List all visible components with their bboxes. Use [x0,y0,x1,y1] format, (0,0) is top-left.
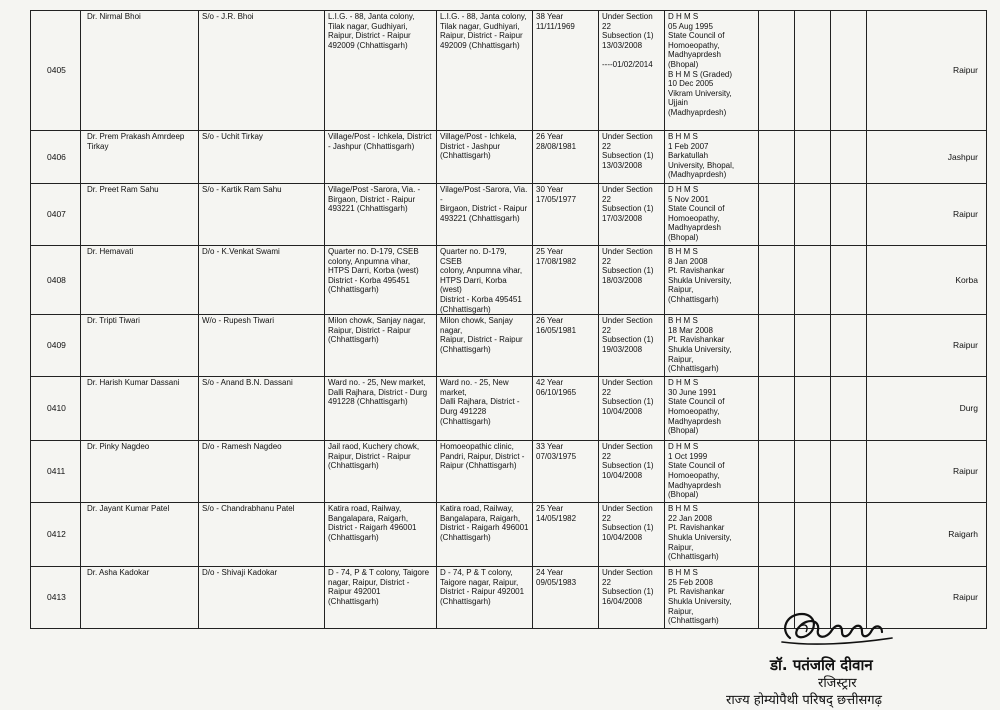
blank-cell [795,246,831,315]
permanent-address: Village/Post - Ichkela, District - Jashpur (Chhattisgarh) [325,131,437,184]
age-dob: 26 Year 16/05/1981 [533,315,599,377]
permanent-address: Vilage/Post -Sarora, Via. - Birgaon, District - Raipur 493221 (Chhattisgarh) [325,184,437,246]
registration-number: 0413 [31,567,81,629]
signatory-organization: राज्य होम्योपैथी परिषद् छत्तीसगढ़ [726,693,882,708]
blank-cell [759,184,795,246]
practice-address: Quarter no. D-179, CSEB colony, Anpumna vihar, HTPS Darri, Korba (west) District - Korba 495451 (Chhattisgarh) [437,246,533,315]
signatory-name: डॉ. पतंजलि दीवान [770,656,873,674]
relation-name: D/o - Shivaji Kadokar [199,567,325,629]
registration-section: Under Section 22 Subsection (1) 13/03/2008 [599,131,665,184]
registration-section: Under Section 22 Subsection (1) 17/03/2008 [599,184,665,246]
registration-number: 0405 [31,11,81,131]
blank-cell [759,315,795,377]
district: Jashpur [867,131,987,184]
permanent-address: Katira road, Railway, Bangalapara, Raigarh, District - Raigarh 496001 (Chhattisgarh) [325,503,437,567]
qualification: B H M S 18 Mar 2008 Pt. Ravishankar Shukla University, Raipur, (Chhattisgarh) [665,315,759,377]
blank-cell [759,441,795,503]
qualification: B H M S 8 Jan 2008 Pt. Ravishankar Shukla University, Raipur, (Chhattisgarh) [665,246,759,315]
practice-address: Homoeopathic clinic, Pandri, Raipur, District - Raipur (Chhattisgarh) [437,441,533,503]
qualification: D H M S 05 Aug 1995 State Council of Homoeopathy, Madhyaprdesh (Bhopal) B H M S (Graded) 10 Dec 2005 Vikram University, Ujjain (Madhyaprdesh) [665,11,759,131]
practitioner-name: Dr. Nirmal Bhoi [81,11,199,131]
registration-number: 0412 [31,503,81,567]
permanent-address: Jail raod, Kuchery chowk, Raipur, District - Raipur (Chhattisgarh) [325,441,437,503]
table-row [31,184,987,246]
registration-number: 0410 [31,377,81,441]
relation-name: S/o - Chandrabhanu Patel [199,503,325,567]
permanent-address: Ward no. - 25, New market, Dalli Rajhara, District - Durg 491228 (Chhattisgarh) [325,377,437,441]
practice-address: Katira road, Railway, Bangalapara, Raigarh, District - Raigarh 496001 (Chhattisgarh) [437,503,533,567]
age-dob: 30 Year 17/05/1977 [533,184,599,246]
age-dob: 33 Year 07/03/1975 [533,441,599,503]
table-row [31,503,987,567]
blank-cell [795,131,831,184]
blank-cell [795,11,831,131]
blank-cell [795,184,831,246]
district: Raipur [867,315,987,377]
registration-section: Under Section 22 Subsection (1) 16/04/2008 [599,567,665,629]
registration-number: 0408 [31,246,81,315]
district: Korba [867,246,987,315]
relation-name: W/o - Rupesh Tiwari [199,315,325,377]
signature-image [772,600,902,660]
relation-name: D/o - Ramesh Nagdeo [199,441,325,503]
registration-section: Under Section 22 Subsection (1) 10/04/2008 [599,377,665,441]
practitioner-name: Dr. Asha Kadokar [81,567,199,629]
district: Raigarh [867,503,987,567]
district: Raipur [867,11,987,131]
blank-cell [795,441,831,503]
registration-number: 0411 [31,441,81,503]
blank-cell [831,315,867,377]
practitioner-name: Dr. Pinky Nagdeo [81,441,199,503]
practitioner-name: Dr. Harish Kumar Dassani [81,377,199,441]
relation-name: S/o - Anand B.N. Dassani [199,377,325,441]
relation-name: S/o - Kartik Ram Sahu [199,184,325,246]
practitioner-name: Dr. Prem Prakash Amrdeep Tirkay [81,131,199,184]
table-row [31,315,987,377]
practitioner-name: Dr. Hemavati [81,246,199,315]
age-dob: 24 Year 09/05/1983 [533,567,599,629]
district: Raipur [867,567,987,629]
qualification: B H M S 1 Feb 2007 Barkatullah University, Bhopal, (Madhyaprdesh) [665,131,759,184]
blank-cell [759,11,795,131]
permanent-address: Milon chowk, Sanjay nagar, Raipur, District - Raipur (Chhattisgarh) [325,315,437,377]
blank-cell [831,11,867,131]
registration-section: Under Section 22 Subsection (1) 19/03/2008 [599,315,665,377]
qualification: D H M S 30 June 1991 State Council of Homoeopathy, Madhyaprdesh (Bhopal) [665,377,759,441]
registration-section: Under Section 22 Subsection (1) 13/03/2008 ----01/02/2014 [599,11,665,131]
qualification: B H M S 25 Feb 2008 Pt. Ravishankar Shukla University, Raipur, (Chhattisgarh) [665,567,759,629]
practitioner-name: Dr. Preet Ram Sahu [81,184,199,246]
district: Raipur [867,184,987,246]
practitioner-name: Dr. Tripti Tiwari [81,315,199,377]
registration-table [30,10,987,629]
blank-cell [831,131,867,184]
practice-address: D - 74, P & T colony, Taigore nagar, Raipur, District - Raipur 492001 (Chhattisgarh) [437,567,533,629]
district: Durg [867,377,987,441]
registration-number: 0406 [31,131,81,184]
blank-cell [831,377,867,441]
blank-cell [759,131,795,184]
table-row [31,441,987,503]
signatory-title: रजिस्ट्रार [818,676,857,691]
registration-number: 0409 [31,315,81,377]
blank-cell [831,184,867,246]
relation-name: S/o - Uchit Tirkay [199,131,325,184]
registration-section: Under Section 22 Subsection (1) 18/03/2008 [599,246,665,315]
practice-address: Vilage/Post -Sarora, Via. - Birgaon, District - Raipur 493221 (Chhattisgarh) [437,184,533,246]
age-dob: 26 Year 28/08/1981 [533,131,599,184]
blank-cell [759,246,795,315]
blank-cell [759,503,795,567]
qualification: D H M S 5 Nov 2001 State Council of Homoeopathy, Madhyaprdesh (Bhopal) [665,184,759,246]
practice-address: Milon chowk, Sanjay nagar, Raipur, District - Raipur (Chhattisgarh) [437,315,533,377]
practitioner-name: Dr. Jayant Kumar Patel [81,503,199,567]
blank-cell [759,377,795,441]
registration-section: Under Section 22 Subsection (1) 10/04/2008 [599,441,665,503]
permanent-address: L.I.G. - 88, Janta colony, Tilak nagar, Gudhiyari, Raipur, District - Raipur 492009 (Chhattisgarh) [325,11,437,131]
district: Raipur [867,441,987,503]
permanent-address: D - 74, P & T colony, Taigore nagar, Raipur, District - Raipur 492001 (Chhattisgarh) [325,567,437,629]
age-dob: 25 Year 17/08/1982 [533,246,599,315]
age-dob: 25 Year 14/05/1982 [533,503,599,567]
blank-cell [795,503,831,567]
age-dob: 38 Year 11/11/1969 [533,11,599,131]
blank-cell [831,441,867,503]
blank-cell [795,377,831,441]
relation-name: S/o - J.R. Bhoi [199,11,325,131]
registration-number: 0407 [31,184,81,246]
table-row [31,246,987,315]
practice-address: Ward no. - 25, New market, Dalli Rajhara, District - Durg 491228 (Chhattisgarh) [437,377,533,441]
practice-address: Village/Post - Ichkela, District - Jashpur (Chhattisgarh) [437,131,533,184]
table-row [31,11,987,131]
qualification: B H M S 22 Jan 2008 Pt. Ravishankar Shukla University, Raipur, (Chhattisgarh) [665,503,759,567]
permanent-address: Quarter no. D-179, CSEB colony, Anpumna vihar, HTPS Darri, Korba (west) District - Korba 495451 (Chhattisgarh) [325,246,437,315]
blank-cell [795,315,831,377]
table-row [31,131,987,184]
age-dob: 42 Year 06/10/1965 [533,377,599,441]
practice-address: L.I.G. - 88, Janta colony, Tilak nagar, Gudhiyari, Raipur, District - Raipur 492009 (Chhattisgarh) [437,11,533,131]
qualification: D H M S 1 Oct 1999 State Council of Homoeopathy, Madhyaprdesh (Bhopal) [665,441,759,503]
registration-section: Under Section 22 Subsection (1) 10/04/2008 [599,503,665,567]
table-row [31,377,987,441]
relation-name: D/o - K.Venkat Swami [199,246,325,315]
blank-cell [831,246,867,315]
blank-cell [831,503,867,567]
registration-table-body [31,11,987,629]
